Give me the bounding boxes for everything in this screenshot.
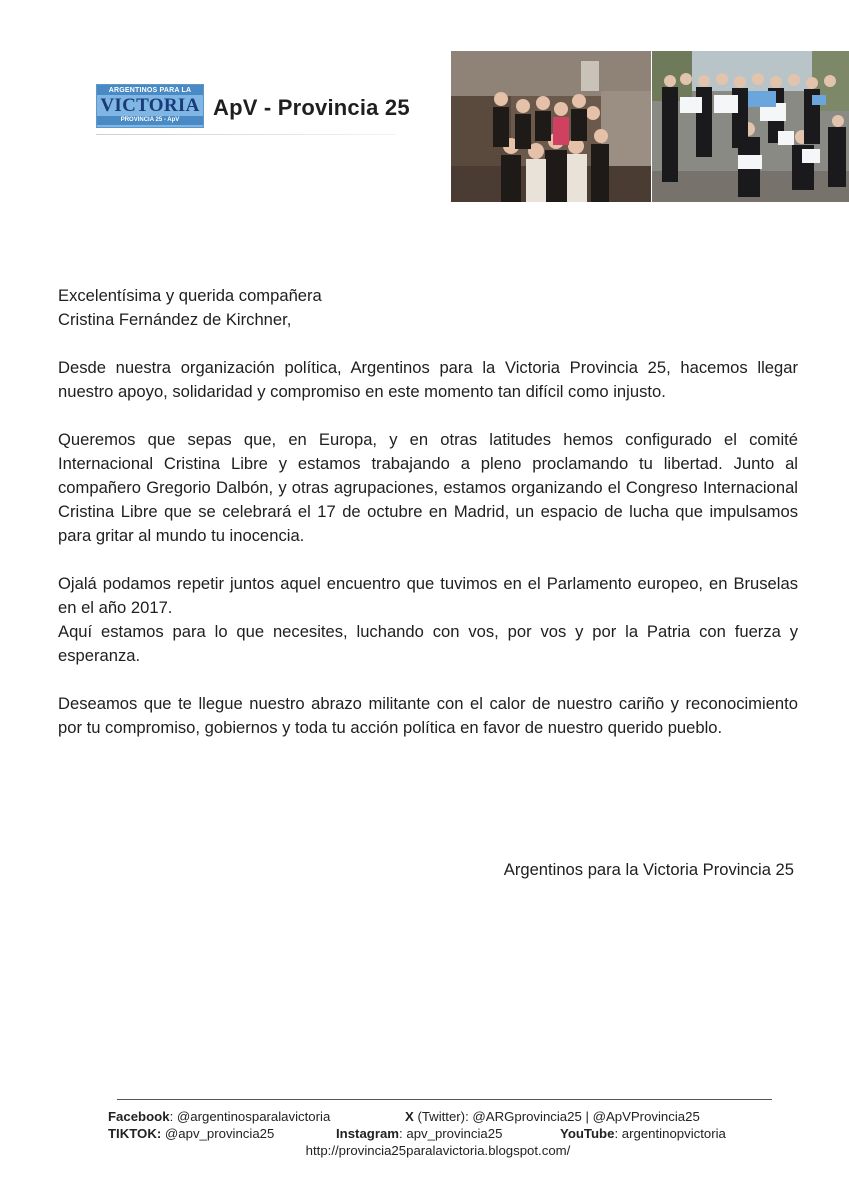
paragraph — [58, 572, 798, 668]
youtube-contact — [560, 1125, 726, 1142]
footer-contacts — [108, 1108, 788, 1158]
logo-underline — [96, 134, 396, 135]
logo-line-1: ARGENTINOS PARA LA — [97, 85, 203, 95]
tiktok-handle: @apv_provincia25 — [161, 1126, 275, 1141]
website-link[interactable]: http://provincia25paralavictoria.blogspot.com/ — [305, 1143, 571, 1158]
youtube-handle: : argentinopvictoria — [614, 1126, 726, 1141]
group-photo-indoor — [451, 51, 651, 202]
letterhead — [0, 0, 849, 210]
recipient-name: Cristina Fernández de Kirchner, — [58, 310, 292, 329]
apv-logo — [96, 84, 204, 128]
x-label: X — [405, 1109, 414, 1124]
paragraph: Queremos que sepas que, en Europa, y en otras latitudes hemos configurado el comité Internacional Cristina Libre y estamos trabajando a pleno proclamando tu libertad. Junto al compañero Gregorio Dalbón, y otras agrupaciones, estamos organizando el Congreso Internacional Cristina Libre que se celebrará el 17 de octubre en Madrid, un espacio de lucha que impulsamos para gritar al mundo tu inocencia. — [58, 430, 798, 545]
paragraph: Deseamos que te llegue nuestro abrazo militante con el calor de nuestro cariño y reconocimiento por tu compromiso, gobiernos y toda tu acción política en favor de nuestro querido pueblo. — [58, 694, 798, 737]
facebook-contact — [108, 1108, 330, 1125]
instagram-handle: : apv_provincia25 — [399, 1126, 503, 1141]
salutation — [58, 284, 798, 332]
paragraph-line: Ojalá podamos repetir juntos aquel encuentro que tuvimos en el Parlamento europeo, en Bruselas en el año 2017. — [58, 574, 798, 617]
signature: Argentinos para la Victoria Provincia 25 — [503, 860, 794, 879]
logo-line-2: VICTORIA — [100, 95, 200, 116]
tiktok-contact — [108, 1125, 274, 1142]
paragraph-line: Aquí estamos para lo que necesites, luchando con vos, por vos y por la Patria con fuerza y esperanza. — [58, 622, 798, 665]
facebook-handle: : @argentinosparalavictoria — [169, 1109, 331, 1124]
salutation-line: Excelentísima y querida compañera — [58, 286, 322, 305]
group-photo-outdoor — [652, 51, 849, 202]
footer-row-1 — [108, 1108, 788, 1125]
footer-divider — [117, 1099, 772, 1100]
logo-line-3: PROVINCIA 25 - ApV — [97, 116, 203, 125]
youtube-label: YouTube — [560, 1126, 615, 1141]
footer-row-2 — [108, 1125, 788, 1142]
paragraph: Desde nuestra organización política, Argentinos para la Victoria Provincia 25, hacemos llegar nuestro apoyo, solidaridad y compromiso en este momento tan difícil como injusto. — [58, 358, 798, 401]
org-title: ApV - Provincia 25 — [213, 95, 410, 120]
x-contact — [405, 1108, 700, 1125]
tiktok-label: TIKTOK: — [108, 1126, 162, 1141]
instagram-label: Instagram — [336, 1126, 400, 1141]
facebook-label: Facebook — [108, 1109, 170, 1124]
x-handle: (Twitter): @ARGprovincia25 | @ApVProvincia25 — [413, 1109, 700, 1124]
instagram-contact — [336, 1125, 502, 1142]
header-photos — [451, 51, 849, 202]
letter-body — [58, 284, 798, 740]
